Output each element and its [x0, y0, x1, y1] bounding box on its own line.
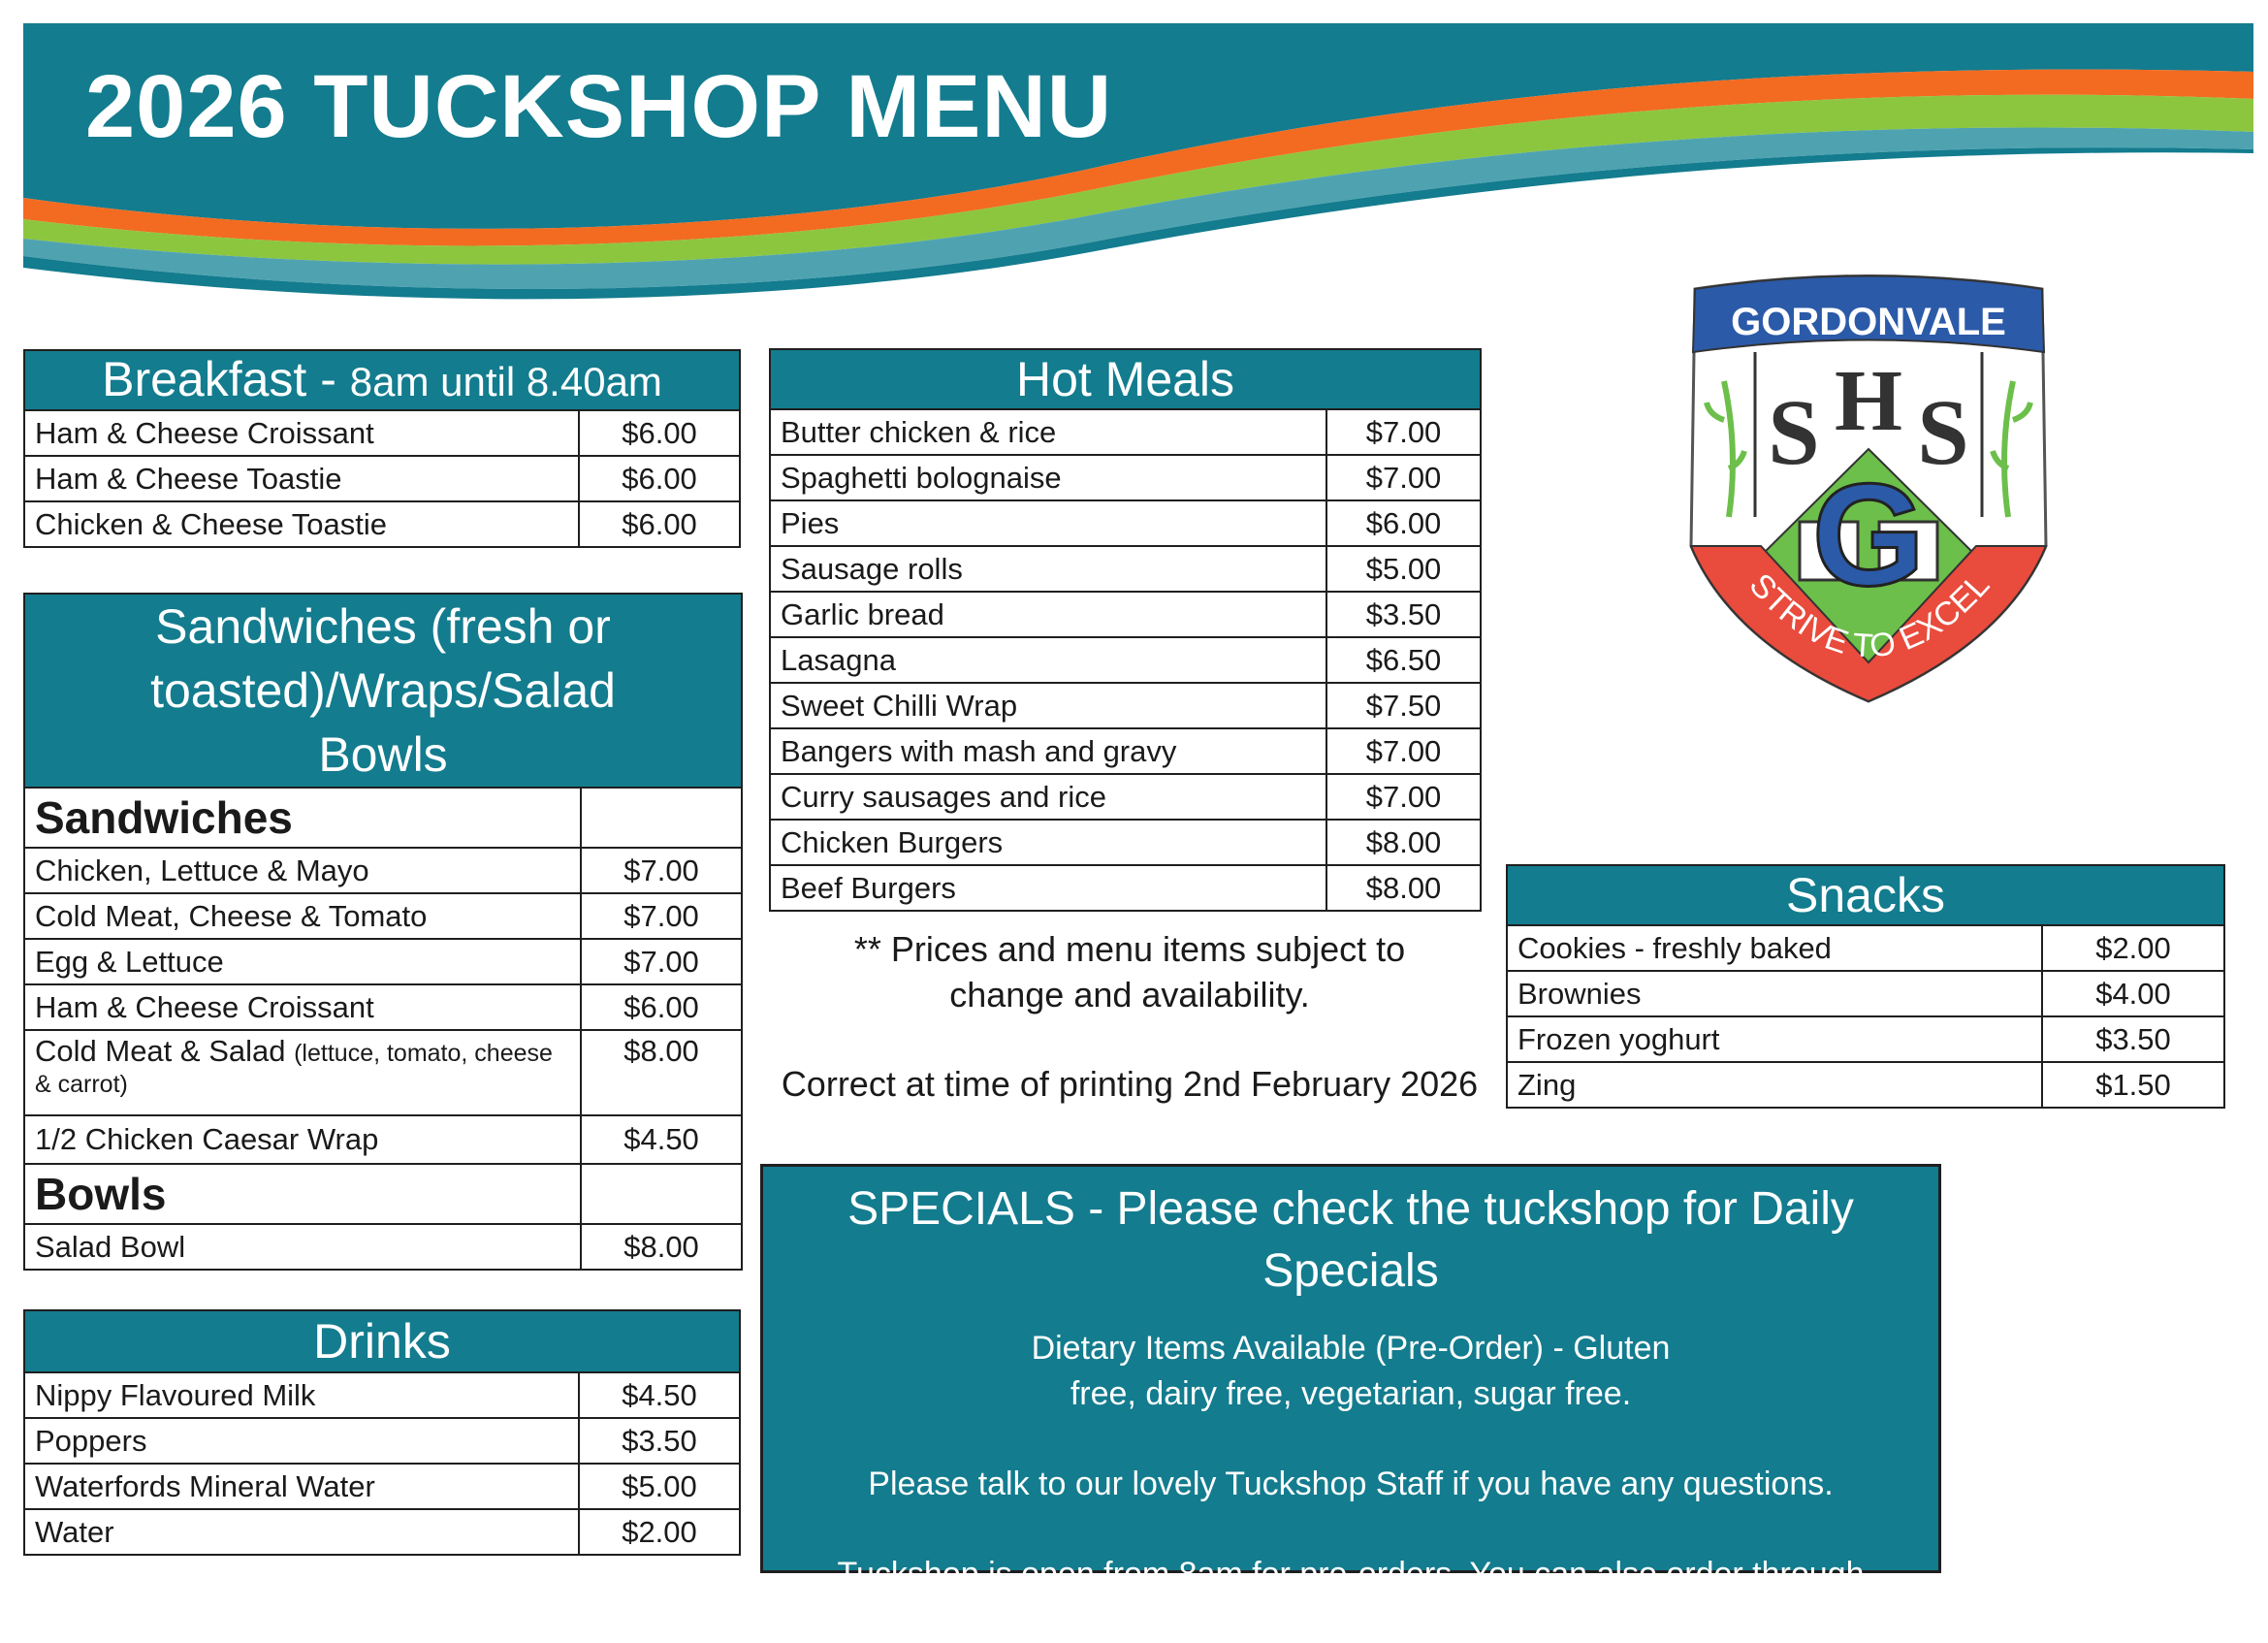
specials-box — [760, 1164, 1941, 1638]
item-name: Chicken, Lettuce & Mayo — [24, 848, 581, 893]
item-price: $6.00 — [579, 456, 740, 501]
table-row — [1507, 925, 2224, 971]
item-name: Brownies — [1507, 971, 2042, 1016]
table-row — [770, 637, 1481, 683]
table-row — [770, 774, 1481, 820]
table-row — [24, 1418, 740, 1464]
item-price: $7.00 — [1326, 409, 1481, 455]
item-price: $3.50 — [2042, 1016, 2224, 1062]
item-name: Ham & Cheese Croissant — [24, 984, 581, 1030]
item-price: $7.00 — [1326, 455, 1481, 500]
item-name: Spaghetti bolognaise — [770, 455, 1326, 500]
table-row — [770, 500, 1481, 546]
prices-note-line: ** Prices and menu items subject to — [853, 929, 1406, 969]
item-price: $7.00 — [581, 939, 742, 984]
item-price: $8.00 — [1326, 820, 1481, 865]
section-heading: Sandwiches — [24, 788, 581, 848]
school-crest-logo — [1685, 274, 2052, 706]
item-name: Pies — [770, 500, 1326, 546]
logo-initial-s: S — [1768, 380, 1820, 484]
item-name: Cookies - freshly baked — [1507, 925, 2042, 971]
item-name: Egg & Lettuce — [24, 939, 581, 984]
breakfast-title: Breakfast - 8am until 8.40am — [24, 350, 740, 410]
table-row — [770, 592, 1481, 637]
snacks-table — [1506, 864, 2225, 1109]
item-name: Beef Burgers — [770, 865, 1326, 911]
item-price: $6.00 — [579, 501, 740, 547]
item-name: Zing — [1507, 1062, 2042, 1108]
item-price: $7.00 — [581, 848, 742, 893]
table-row — [770, 455, 1481, 500]
item-price: $8.00 — [581, 1224, 742, 1270]
snacks-title: Snacks — [1507, 865, 2224, 925]
item-price: $6.50 — [1326, 637, 1481, 683]
table-row — [24, 939, 742, 984]
logo-motto: STRIVE TO EXCEL — [1741, 566, 1997, 665]
logo-initial-h: H — [1834, 353, 1903, 449]
item-name: Waterfords Mineral Water — [24, 1464, 579, 1509]
table-row — [24, 456, 740, 501]
table-row — [770, 728, 1481, 774]
table-row — [24, 410, 740, 456]
item-name: Water — [24, 1509, 579, 1555]
item-name: Ham & Cheese Toastie — [24, 456, 579, 501]
prices-note — [771, 926, 1488, 1017]
table-row — [24, 893, 742, 939]
dietary-info: Dietary Items Available (Pre-Order) - Gluten free, dairy free, vegetarian, sugar free. — [1031, 1330, 1671, 1412]
item-price: $6.00 — [1326, 500, 1481, 546]
item-name: Sausage rolls — [770, 546, 1326, 592]
item-name: 1/2 Chicken Caesar Wrap — [24, 1115, 581, 1164]
table-row — [24, 984, 742, 1030]
item-name: Nippy Flavoured Milk — [24, 1372, 579, 1418]
item-price: $4.00 — [2042, 971, 2224, 1016]
item-price: $7.50 — [1326, 683, 1481, 728]
item-name: Chicken & Cheese Toastie — [24, 501, 579, 547]
item-price: $2.00 — [2042, 925, 2224, 971]
table-row — [24, 1464, 740, 1509]
specials-title: SPECIALS - Please check the tuckshop for Daily Specials — [847, 1183, 1854, 1297]
drinks-table — [23, 1309, 741, 1556]
page-title: 2026 TUCKSHOP MENU — [85, 57, 1113, 156]
prices-note-line: change and availability. — [949, 975, 1310, 1015]
table-row — [770, 683, 1481, 728]
table-row — [770, 820, 1481, 865]
table-row — [24, 848, 742, 893]
table-row — [24, 1224, 742, 1270]
item-price: $7.00 — [1326, 728, 1481, 774]
item-price: $3.50 — [579, 1418, 740, 1464]
table-row — [24, 1115, 742, 1164]
item-name: Lasagna — [770, 637, 1326, 683]
item-price: $3.50 — [1326, 592, 1481, 637]
sandwiches-table — [23, 593, 743, 1271]
item-name: Cold Meat, Cheese & Tomato — [24, 893, 581, 939]
hot-meals-title: Hot Meals — [770, 349, 1481, 409]
item-price: $6.00 — [581, 984, 742, 1030]
item-price: $1.50 — [2042, 1062, 2224, 1108]
logo-letter-g: G — [1811, 453, 1926, 616]
item-price: $2.00 — [579, 1509, 740, 1555]
item-price: $7.00 — [581, 893, 742, 939]
item-price: $4.50 — [581, 1115, 742, 1164]
table-row — [770, 409, 1481, 455]
item-name: Ham & Cheese Croissant — [24, 410, 579, 456]
item-name: Curry sausages and rice — [770, 774, 1326, 820]
item-name: Sweet Chilli Wrap — [770, 683, 1326, 728]
item-name: Poppers — [24, 1418, 579, 1464]
item-price: $5.00 — [1326, 546, 1481, 592]
table-row — [1507, 1016, 2224, 1062]
table-row — [24, 1030, 742, 1115]
item-name: Bangers with mash and gravy — [770, 728, 1326, 774]
item-name: Garlic bread — [770, 592, 1326, 637]
printing-date-note: Correct at time of printing 2nd February 2026 — [781, 1064, 1479, 1104]
item-name: Butter chicken & rice — [770, 409, 1326, 455]
staff-info: Please talk to our lovely Tuckshop Staff if you have any questions. — [868, 1466, 1834, 1502]
item-price: $8.00 — [581, 1030, 742, 1115]
item-price: $8.00 — [1326, 865, 1481, 911]
table-row — [1507, 1062, 2224, 1108]
item-name: Cold Meat & Salad (lettuce, tomato, cheese & carrot) — [24, 1030, 581, 1115]
table-row — [24, 1509, 740, 1555]
item-name: Frozen yoghurt — [1507, 1016, 2042, 1062]
item-price: $4.50 — [579, 1372, 740, 1418]
logo-initial-s: S — [1917, 380, 1969, 484]
table-row — [1507, 971, 2224, 1016]
sandwiches-title: Sandwiches (fresh or toasted)/Wraps/Salad Bowls — [24, 594, 742, 788]
table-row — [24, 1372, 740, 1418]
table-row — [770, 546, 1481, 592]
drinks-title: Drinks — [24, 1310, 740, 1372]
section-heading: Bowls — [24, 1164, 581, 1224]
opening-hours-info: Tuckshop is open from 8am for pre-orders. You can also order through Flexischools (closes 9.30am) or phone 4043 3229. — [837, 1556, 1865, 1638]
breakfast-table — [23, 349, 741, 548]
table-row — [24, 501, 740, 547]
table-row — [770, 865, 1481, 911]
hot-meals-table — [769, 348, 1482, 912]
logo-school-name: GORDONVALE — [1731, 301, 2006, 343]
item-name: Salad Bowl — [24, 1224, 581, 1270]
item-price: $7.00 — [1326, 774, 1481, 820]
item-price: $5.00 — [579, 1464, 740, 1509]
item-price: $6.00 — [579, 410, 740, 456]
item-name: Chicken Burgers — [770, 820, 1326, 865]
